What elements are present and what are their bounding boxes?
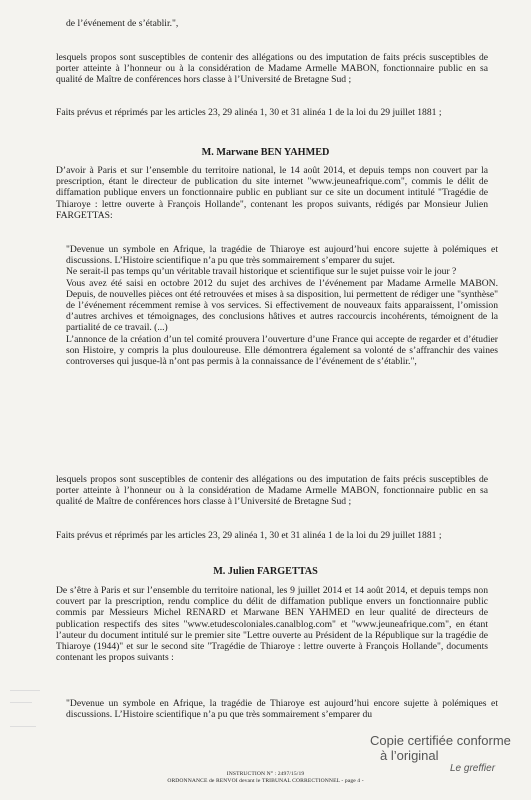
quote-tail: de l’événement de s’établir.", (66, 18, 179, 29)
quote-paragraph: Vous avez été saisi en octobre 2012 du sujet des archives de l’événement par Madame Armelle MABON. Depuis, de nouvelles pièces ont été retrouvées et mises à sa disposition, lui permettent de rédiger une "synthèse" de l’événement récemment remise à vos services. Si effectivement de nouveaux faits apparaissent, l’omission d’autres archives et témoignages, des conclusions hâtives et autres raccourcis incohérents, témoignent de la partialité de ce travail. (...) (66, 277, 498, 334)
certification-stamp (370, 733, 520, 775)
section-heading-benyahmed: M. Marwane BEN YAHMED (201, 147, 330, 158)
section-heading-fargettas: M. Julien FARGETTAS (213, 566, 318, 577)
stamp-line-original: à l’original (380, 748, 439, 763)
allegations-text: lesquels propos sont susceptibles de contenir des allégations ou des imputation de faits précis susceptibles de porter atteinte à l’honneur ou à la considération de Madame Armelle MABON, fonctionnaire public en sa qualité de Maître de conférences hors classe à l’Université de Bretagne Sud ; (56, 52, 488, 86)
faits-text: Faits prévus et réprimés par les articles 23, 29 alinéa 1, 30 et 31 alinéa 1 de la loi du 29 juillet 1881 ; (56, 530, 442, 541)
intro-text: D’avoir à Paris et sur l’ensemble du territoire national, le 14 août 2014, et depuis temps non couvert par la prescription, étant le directeur de publication du site internet "www.jeuneafrique.com", commis le délit de diffamation publique envers un fonctionnaire public en publiant sur ce site un document intitulé "Tragédie de Thiaroye : lettre ouverte à François Hollande", contenant les propos suivants, rédigés par Monsieur Julien FARGETTAS: (56, 165, 488, 221)
scan-artifact (10, 726, 36, 727)
paragraph-allegations-1 (56, 52, 488, 86)
quote-paragraph: Ne serait-il pas temps qu’un véritable travail historique et scientifique sur le sujet puisse voir le jour ? (66, 266, 457, 278)
stamp-line-greffier: Le greffier (450, 763, 496, 774)
paragraph-faits-2 (56, 530, 488, 541)
quote-paragraph: "Devenue un symbole en Afrique, la tragédie de Thiaroye est aujourd’hui encore sujette à polémiques et discussions. L’Histoire scientifique n’a pu que très sommairement s’emparer du sujet. (66, 244, 498, 267)
paragraph-faits-1 (56, 107, 488, 118)
intro-text: De s’être à Paris et sur l’ensemble du territoire national, les 9 juillet 2014 et 14 août 2014, et depuis temps non couvert par la prescription, rendu complice du délit de diffamation publique envers un fonctionnaire public commis par Messieurs Michel RENARD et Marwane BEN YAHMED en leur qualité de directeurs de publication respectifs des sites "www.etudescoloniales.canalblog.com" et "www.jeuneafrique.com", en étant l’auteur du document intitulé sur le premier site "Lettre ouverte au Président de la République sur la tragédie de Thiaroye (1944)" et sur le second site "Tragédie de Thiaroye : lettre ouverte à François Hollande", documents contenant les propos suivants : (56, 585, 488, 664)
stamp-line-copie: Copie certifiée conforme (370, 733, 511, 748)
scan-artifact (10, 690, 40, 691)
paragraph-intro-benyahmed (56, 165, 488, 221)
paragraph-intro-fargettas (56, 585, 488, 663)
footer-ordonnance: ORDONNANCE de RENVOI devant le TRIBUNAL CORRECTIONNEL - page 4 - (167, 778, 364, 784)
footer-instruction: INSTRUCTION N° : 2497/15/19 (226, 771, 305, 777)
faits-text: Faits prévus et réprimés par les articles 23, 29 alinéa 1, 30 et 31 alinéa 1 de la loi du 29 juillet 1881 ; (56, 107, 442, 118)
scan-artifact (10, 702, 32, 703)
paragraph-allegations-2 (56, 474, 488, 508)
paragraph-tail (56, 18, 508, 29)
allegations-text: lesquels propos sont susceptibles de contenir des allégations ou des imputation de faits précis susceptibles de porter atteinte à l’honneur ou à la considération de Madame Armelle MABON, fonctionnaire public en sa qualité de Maître de conférences hors classe à l’Université de Bretagne Sud ; (56, 474, 488, 508)
quotation-block-fargettas (56, 698, 508, 720)
quotation-block-benyahmed (56, 244, 508, 367)
quote-paragraph: L’annonce de la création d’un tel comité prouvera l’ouverture d’une France qui accepte de regarder et d’étudier son Histoire, y compris la plus douloureuse. Elle démontrera également sa volonté de s’affranchir des vaines controverses qui jusque-là n’ont pas permis à la connaissance de l’événement de s’établir.", (66, 333, 498, 368)
quote-paragraph: "Devenue un symbole en Afrique, la tragédie de Thiaroye est aujourd’hui encore sujette à polémiques et discussions. L’Histoire scientifique n’a pu que très sommairement s’emparer du (66, 698, 498, 721)
